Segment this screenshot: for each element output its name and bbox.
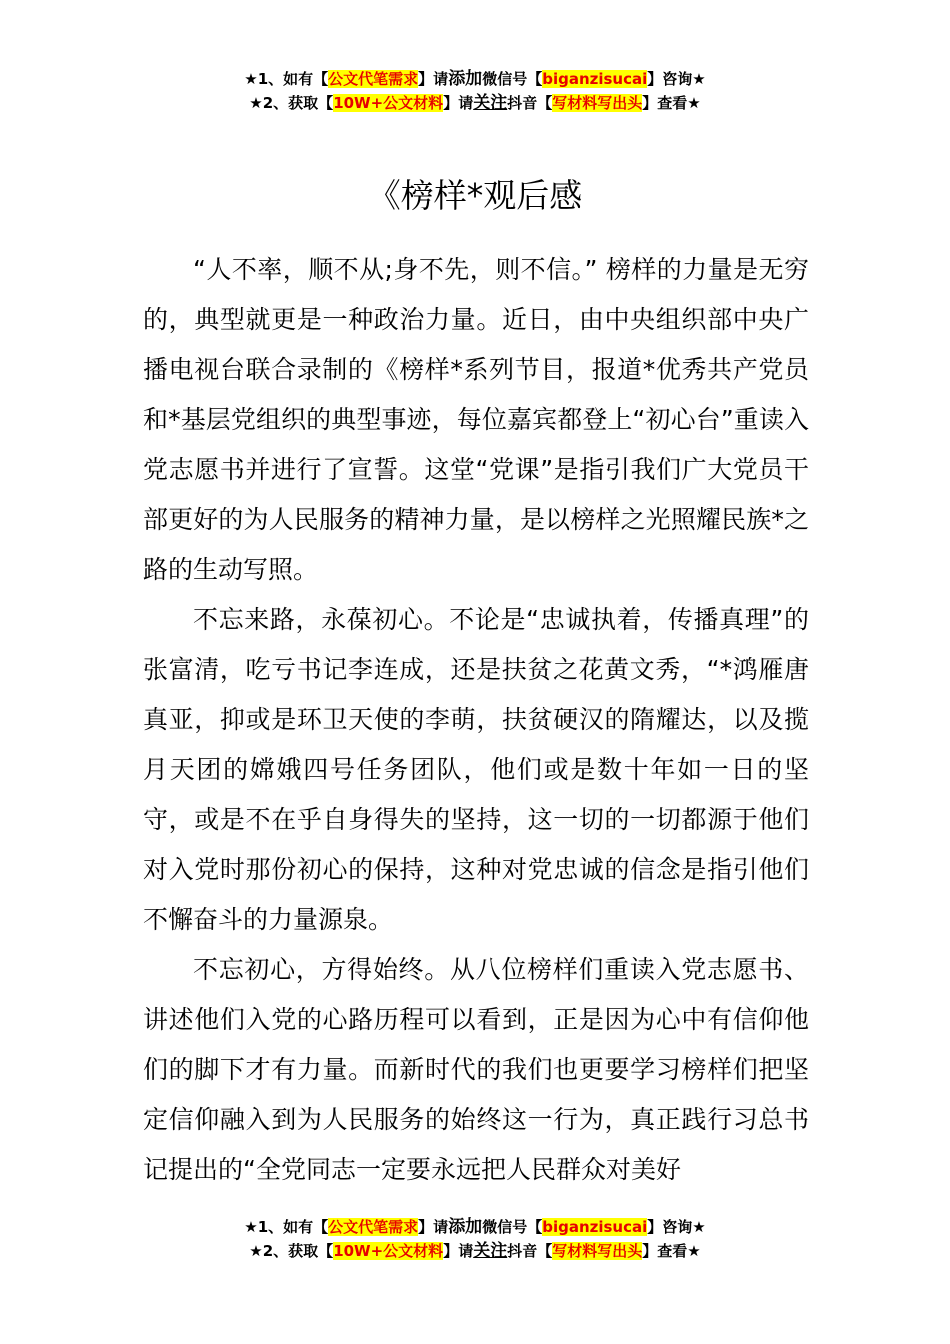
header-banner: [0, 67, 950, 115]
materials-highlight: 10W+公文材料: [333, 94, 444, 112]
banner-line-1: ★1、如有【公文代笔需求】请添加微信号【biganzisucai】咨询★: [244, 69, 706, 89]
star-icon: ★: [244, 1218, 258, 1236]
wechat-id-highlight: biganzisucai: [542, 70, 648, 88]
document-body: [143, 245, 809, 1195]
service-highlight: 公文代笔需求: [328, 1218, 419, 1236]
star-icon: ★: [244, 70, 258, 88]
star-icon: ★: [692, 1218, 706, 1236]
banner-line-2: ★2、获取【10W+公文材料】请关注抖音【写材料写出头】查看★: [249, 1241, 701, 1261]
wechat-id-highlight: biganzisucai: [542, 1218, 648, 1236]
document-title: 《榜样*观后感: [367, 176, 583, 215]
paragraph-3: 不忘初心，方得始终。从八位榜样们重读入党志愿书、讲述他们入党的心路历程可以看到，正是因为心中有信仰他们的脚下才有力量。而新时代的我们也更要学习榜样们把坚定信仰融入到为人民服务的始终这一行为，真正践行习总书记提出的“全党同志一定要永远把人民群众对美好: [143, 955, 809, 1184]
star-icon: ★: [687, 1242, 701, 1260]
banner-line-2: ★2、获取【10W+公文材料】请关注抖音【写材料写出头】查看★: [249, 93, 701, 113]
materials-highlight: 10W+公文材料: [333, 1242, 444, 1260]
douyin-id-highlight: 写材料写出头: [552, 94, 643, 112]
paragraph-2: 不忘来路，永葆初心。不论是“忠诚执着，传播真理”的张富清，吃亏书记李连成，还是扶贫之花黄文秀，“*鸿雁唐真亚，抑或是环卫天使的李萌，扶贫硬汉的隋耀达，以及揽月天团的嫦娥四号任务团队，他们或是数十年如一日的坚守，或是不在乎自身得失的坚持，这一切的一切都源于他们对入党时那份初心的保持，这种对党忠诚的信念是指引他们不懈奋斗的力量源泉。: [143, 605, 809, 934]
paragraph-1: “人不率，顺不从;身不先，则不信。” 榜样的力量是无穷的，典型就更是一种政治力量。近日，由中央组织部中央广播电视台联合录制的《榜样*系列节目，报道*优秀共产党员和*基层党组织的典型事迹，每位嘉宾都登上“初心台”重读入党志愿书并进行了宣誓。这堂“党课”是指引我们广大党员干部更好的为人民服务的精神力量，是以榜样之光照耀民族*之路的生动写照。: [143, 255, 809, 584]
footer-banner: [0, 1215, 950, 1263]
star-icon: ★: [249, 94, 263, 112]
service-highlight: 公文代笔需求: [328, 70, 419, 88]
star-icon: ★: [692, 70, 706, 88]
star-icon: ★: [687, 94, 701, 112]
banner-line-1: ★1、如有【公文代笔需求】请添加微信号【biganzisucai】咨询★: [244, 1217, 706, 1237]
douyin-id-highlight: 写材料写出头: [552, 1242, 643, 1260]
star-icon: ★: [249, 1242, 263, 1260]
